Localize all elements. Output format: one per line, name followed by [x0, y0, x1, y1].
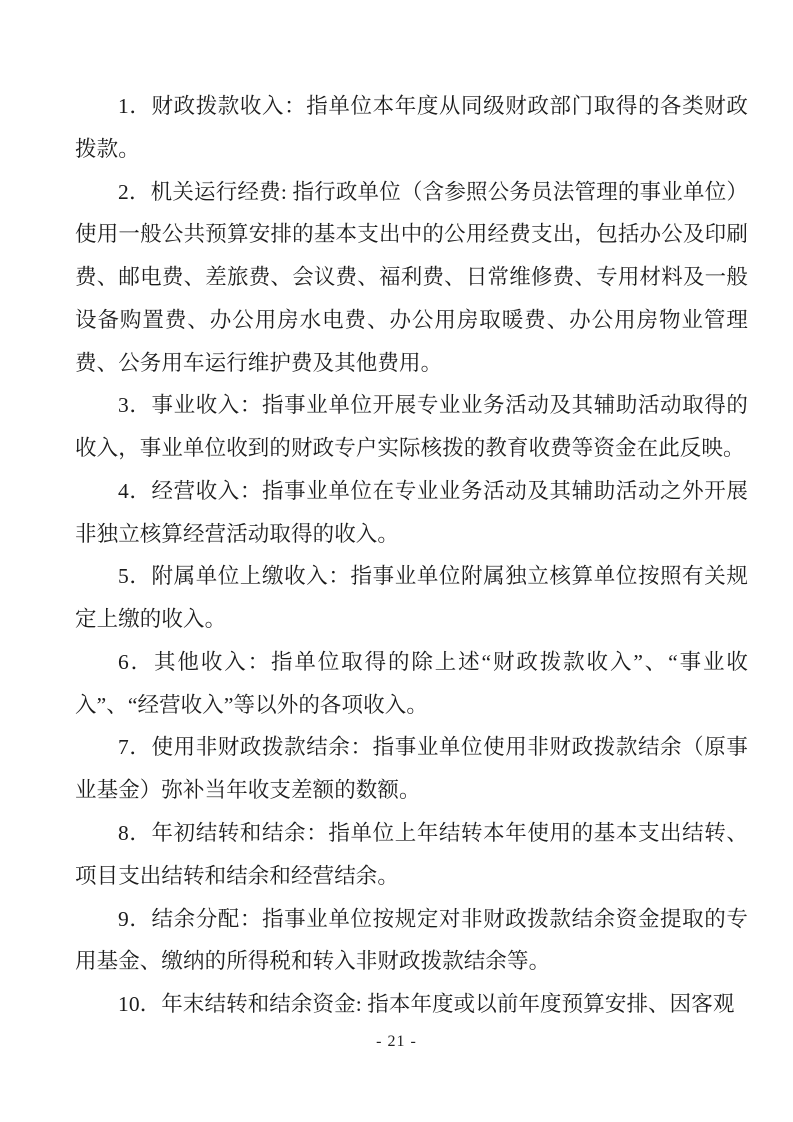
paragraph-operational-income: 3．事业收入：指事业单位开展专业业务活动及其辅助活动取得的收入，事业单位收到的财政专户实际核拨的教育收费等资金在此反映。	[75, 393, 748, 461]
paragraph-year-end-carryover: 10．年末结转和结余资金: 指本年度或以前年度预算安排、因客观	[118, 992, 735, 1017]
paragraph-surplus-distribution: 9．结余分配：指事业单位按规定对非财政拨款结余资金提取的专用基金、缴纳的所得税和转入非财政拨款结余等。	[75, 906, 748, 974]
paragraph-business-income: 4．经营收入：指事业单位在专业业务活动及其辅助活动之外开展非独立核算经营活动取得的收入。	[75, 478, 748, 546]
paragraph-fiscal-appropriation-income: 1．财政拨款收入：指单位本年度从同级财政部门取得的各类财政拨款。	[75, 94, 748, 161]
paragraph-non-fiscal-surplus-use: 7．使用非财政拨款结余：指事业单位使用非财政拨款结余（原事业基金）弥补当年收支差额的数额。	[75, 735, 748, 803]
page-number: - 21 -	[376, 1033, 417, 1050]
paragraph-agency-operating-funds: 2．机关运行经费: 指行政单位（含参照公务员法管理的事业单位）使用一般公共预算安排的基本支出中的公用经费支出，包括办公及印刷费、邮电费、差旅费、会议费、福利费、日常维修费、专用材料及一般设备购置费、办公用房水电费、办公用房取暖费、办公用房物业管理费、公务用车运行维护费及其他费用。	[75, 179, 748, 375]
paragraph-other-income: 6．其他收入：指单位取得的除上述“财政拨款收入”、“事业收入”、“经营收入”等以外的各项收入。	[75, 649, 748, 717]
paragraph-subsidiary-remitted-income: 5．附属单位上缴收入：指事业单位附属独立核算单位按照有关规定上缴的收入。	[75, 564, 748, 632]
document-body	[75, 85, 748, 1026]
paragraph-beginning-year-carryover: 8．年初结转和结余：指单位上年结转本年使用的基本支出结转、项目支出结转和结余和经营结余。	[75, 821, 748, 888]
